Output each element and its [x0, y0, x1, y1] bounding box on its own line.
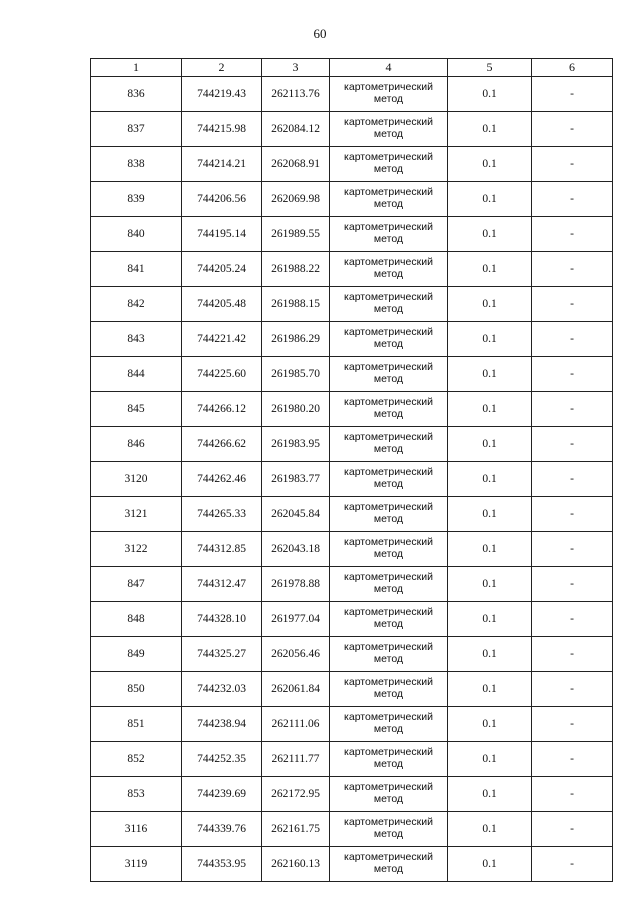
accuracy-cell: 0.1 — [448, 357, 532, 392]
accuracy-cell: 0.1 — [448, 112, 532, 147]
table-row — [91, 777, 613, 812]
point-number-cell: 849 — [91, 637, 182, 672]
x-coordinate-cell: 744328.10 — [182, 602, 262, 637]
accuracy-cell: 0.1 — [448, 462, 532, 497]
table-row — [91, 217, 613, 252]
accuracy-cell: 0.1 — [448, 847, 532, 882]
table-row — [91, 147, 613, 182]
note-cell: - — [532, 217, 613, 252]
method-cell: картометрический метод — [330, 602, 448, 637]
x-coordinate-cell: 744266.12 — [182, 392, 262, 427]
accuracy-cell: 0.1 — [448, 322, 532, 357]
x-coordinate-cell: 744232.03 — [182, 672, 262, 707]
point-number-cell: 850 — [91, 672, 182, 707]
point-number-cell: 853 — [91, 777, 182, 812]
y-coordinate-cell: 262111.06 — [262, 707, 330, 742]
y-coordinate-cell: 262061.84 — [262, 672, 330, 707]
y-coordinate-cell: 261983.95 — [262, 427, 330, 462]
note-cell: - — [532, 602, 613, 637]
y-coordinate-cell: 262068.91 — [262, 147, 330, 182]
y-coordinate-cell: 262084.12 — [262, 112, 330, 147]
accuracy-cell: 0.1 — [448, 672, 532, 707]
table-row — [91, 462, 613, 497]
note-cell: - — [532, 707, 613, 742]
method-cell: картометрический метод — [330, 742, 448, 777]
point-number-cell: 3120 — [91, 462, 182, 497]
table-row — [91, 252, 613, 287]
x-coordinate-cell: 744205.48 — [182, 287, 262, 322]
x-coordinate-cell: 744266.62 — [182, 427, 262, 462]
note-cell: - — [532, 427, 613, 462]
method-cell: картометрический метод — [330, 707, 448, 742]
y-coordinate-cell: 261978.88 — [262, 567, 330, 602]
x-coordinate-cell: 744219.43 — [182, 77, 262, 112]
point-number-cell: 848 — [91, 602, 182, 637]
header-cell-6: 6 — [532, 59, 613, 77]
header-cell-1: 1 — [91, 59, 182, 77]
note-cell: - — [532, 637, 613, 672]
method-cell: картометрический метод — [330, 532, 448, 567]
note-cell: - — [532, 497, 613, 532]
method-cell: картометрический метод — [330, 217, 448, 252]
table-row — [91, 672, 613, 707]
table-row — [91, 392, 613, 427]
x-coordinate-cell: 744215.98 — [182, 112, 262, 147]
x-coordinate-cell: 744325.27 — [182, 637, 262, 672]
table-row — [91, 742, 613, 777]
x-coordinate-cell: 744214.21 — [182, 147, 262, 182]
x-coordinate-cell: 744339.76 — [182, 812, 262, 847]
x-coordinate-cell: 744206.56 — [182, 182, 262, 217]
method-cell: картометрический метод — [330, 357, 448, 392]
header-cell-5: 5 — [448, 59, 532, 77]
method-cell: картометрический метод — [330, 112, 448, 147]
note-cell: - — [532, 112, 613, 147]
point-number-cell: 845 — [91, 392, 182, 427]
table-row — [91, 602, 613, 637]
y-coordinate-cell: 262069.98 — [262, 182, 330, 217]
accuracy-cell: 0.1 — [448, 252, 532, 287]
y-coordinate-cell: 261988.15 — [262, 287, 330, 322]
accuracy-cell: 0.1 — [448, 602, 532, 637]
x-coordinate-cell: 744252.35 — [182, 742, 262, 777]
x-coordinate-cell: 744195.14 — [182, 217, 262, 252]
table-row — [91, 532, 613, 567]
note-cell: - — [532, 742, 613, 777]
point-number-cell: 843 — [91, 322, 182, 357]
table-row — [91, 497, 613, 532]
accuracy-cell: 0.1 — [448, 532, 532, 567]
point-number-cell: 846 — [91, 427, 182, 462]
accuracy-cell: 0.1 — [448, 427, 532, 462]
table-row — [91, 567, 613, 602]
method-cell: картометрический метод — [330, 567, 448, 602]
accuracy-cell: 0.1 — [448, 497, 532, 532]
note-cell: - — [532, 147, 613, 182]
note-cell: - — [532, 777, 613, 812]
method-cell: картометрический метод — [330, 777, 448, 812]
table-row — [91, 112, 613, 147]
point-number-cell: 842 — [91, 287, 182, 322]
method-cell: картометрический метод — [330, 637, 448, 672]
accuracy-cell: 0.1 — [448, 777, 532, 812]
method-cell: картометрический метод — [330, 252, 448, 287]
table-row — [91, 847, 613, 882]
point-number-cell: 3116 — [91, 812, 182, 847]
table-body — [91, 77, 613, 882]
note-cell: - — [532, 392, 613, 427]
point-number-cell: 839 — [91, 182, 182, 217]
method-cell: картометрический метод — [330, 147, 448, 182]
note-cell: - — [532, 287, 613, 322]
x-coordinate-cell: 744238.94 — [182, 707, 262, 742]
y-coordinate-cell: 262043.18 — [262, 532, 330, 567]
accuracy-cell: 0.1 — [448, 742, 532, 777]
point-number-cell: 844 — [91, 357, 182, 392]
x-coordinate-cell: 744312.85 — [182, 532, 262, 567]
table-row — [91, 707, 613, 742]
point-number-cell: 3119 — [91, 847, 182, 882]
method-cell: картометрический метод — [330, 77, 448, 112]
point-number-cell: 837 — [91, 112, 182, 147]
point-number-cell: 852 — [91, 742, 182, 777]
coordinates-table — [90, 58, 613, 882]
x-coordinate-cell: 744205.24 — [182, 252, 262, 287]
accuracy-cell: 0.1 — [448, 77, 532, 112]
table-row — [91, 287, 613, 322]
method-cell: картометрический метод — [330, 462, 448, 497]
accuracy-cell: 0.1 — [448, 812, 532, 847]
y-coordinate-cell: 262113.76 — [262, 77, 330, 112]
method-cell: картометрический метод — [330, 847, 448, 882]
x-coordinate-cell: 744239.69 — [182, 777, 262, 812]
y-coordinate-cell: 262172.95 — [262, 777, 330, 812]
point-number-cell: 836 — [91, 77, 182, 112]
accuracy-cell: 0.1 — [448, 567, 532, 602]
point-number-cell: 851 — [91, 707, 182, 742]
note-cell: - — [532, 462, 613, 497]
note-cell: - — [532, 322, 613, 357]
x-coordinate-cell: 744312.47 — [182, 567, 262, 602]
note-cell: - — [532, 357, 613, 392]
table-header — [91, 59, 613, 77]
note-cell: - — [532, 567, 613, 602]
y-coordinate-cell: 261989.55 — [262, 217, 330, 252]
table-row — [91, 637, 613, 672]
method-cell: картометрический метод — [330, 427, 448, 462]
point-number-cell: 840 — [91, 217, 182, 252]
method-cell: картометрический метод — [330, 672, 448, 707]
x-coordinate-cell: 744353.95 — [182, 847, 262, 882]
y-coordinate-cell: 262161.75 — [262, 812, 330, 847]
header-row — [91, 59, 613, 77]
y-coordinate-cell: 261983.77 — [262, 462, 330, 497]
accuracy-cell: 0.1 — [448, 182, 532, 217]
accuracy-cell: 0.1 — [448, 637, 532, 672]
note-cell: - — [532, 532, 613, 567]
point-number-cell: 847 — [91, 567, 182, 602]
header-cell-4: 4 — [330, 59, 448, 77]
method-cell: картометрический метод — [330, 812, 448, 847]
method-cell: картометрический метод — [330, 322, 448, 357]
x-coordinate-cell: 744265.33 — [182, 497, 262, 532]
table-row — [91, 357, 613, 392]
accuracy-cell: 0.1 — [448, 287, 532, 322]
y-coordinate-cell: 262111.77 — [262, 742, 330, 777]
y-coordinate-cell: 261988.22 — [262, 252, 330, 287]
note-cell: - — [532, 812, 613, 847]
y-coordinate-cell: 261980.20 — [262, 392, 330, 427]
x-coordinate-cell: 744262.46 — [182, 462, 262, 497]
header-cell-2: 2 — [182, 59, 262, 77]
accuracy-cell: 0.1 — [448, 707, 532, 742]
y-coordinate-cell: 261985.70 — [262, 357, 330, 392]
point-number-cell: 841 — [91, 252, 182, 287]
table-row — [91, 427, 613, 462]
point-number-cell: 3122 — [91, 532, 182, 567]
method-cell: картометрический метод — [330, 392, 448, 427]
y-coordinate-cell: 261977.04 — [262, 602, 330, 637]
table-row — [91, 812, 613, 847]
accuracy-cell: 0.1 — [448, 147, 532, 182]
note-cell: - — [532, 672, 613, 707]
x-coordinate-cell: 744221.42 — [182, 322, 262, 357]
note-cell: - — [532, 847, 613, 882]
point-number-cell: 838 — [91, 147, 182, 182]
table-row — [91, 322, 613, 357]
note-cell: - — [532, 77, 613, 112]
method-cell: картометрический метод — [330, 497, 448, 532]
method-cell: картометрический метод — [330, 287, 448, 322]
header-cell-3: 3 — [262, 59, 330, 77]
y-coordinate-cell: 262056.46 — [262, 637, 330, 672]
note-cell: - — [532, 182, 613, 217]
accuracy-cell: 0.1 — [448, 392, 532, 427]
y-coordinate-cell: 262160.13 — [262, 847, 330, 882]
table-row — [91, 182, 613, 217]
table-row — [91, 77, 613, 112]
x-coordinate-cell: 744225.60 — [182, 357, 262, 392]
y-coordinate-cell: 261986.29 — [262, 322, 330, 357]
point-number-cell: 3121 — [91, 497, 182, 532]
note-cell: - — [532, 252, 613, 287]
accuracy-cell: 0.1 — [448, 217, 532, 252]
y-coordinate-cell: 262045.84 — [262, 497, 330, 532]
page-number: 60 — [313, 26, 327, 41]
method-cell: картометрический метод — [330, 182, 448, 217]
